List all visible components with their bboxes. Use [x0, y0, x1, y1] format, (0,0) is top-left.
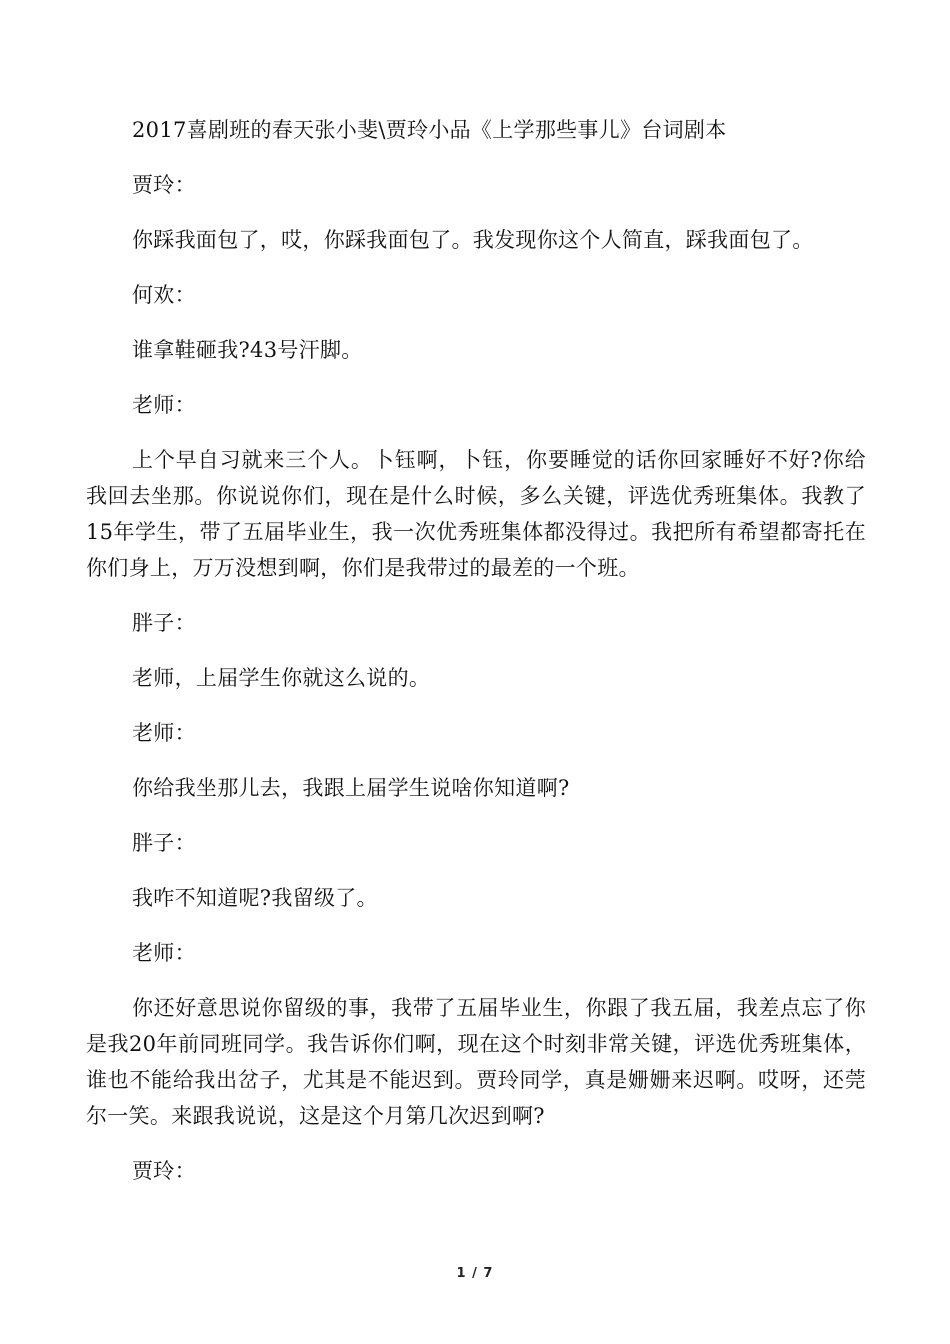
document-title: 2017喜剧班的春天张小斐\贾玲小品《上学那些事儿》台词剧本 [132, 118, 727, 142]
document-body [86, 112, 866, 1189]
speaker-label: 胖子： [132, 831, 196, 855]
page-number: 1 / 7 [456, 1266, 494, 1281]
dialogue-line: 上个早自习就来三个人。卜钰啊，卜钰，你要睡觉的话你回家睡好不好?你给我回去坐那。你说说你们，现在是什么时候，多么关键，评选优秀班集体。我教了15年学生，带了五届毕业生，我一次优秀班集体都没得过。我把所有希望都寄托在你们身上，万万没想到啊，你们是我带过的最差的一个班。 [86, 448, 866, 580]
dialogue-line: 老师，上届学生你就这么说的。 [132, 666, 431, 690]
speaker-label: 胖子： [132, 611, 196, 635]
dialogue-line: 谁拿鞋砸我?43号汗脚。 [132, 338, 363, 362]
speaker-label: 老师： [132, 941, 196, 965]
speaker-label: 老师： [132, 393, 196, 417]
speaker-label: 老师： [132, 721, 196, 745]
dialogue-line: 我咋不知道呢?我留级了。 [132, 886, 378, 910]
dialogue-line: 你踩我面包了，哎，你踩我面包了。我发现你这个人简直，踩我面包了。 [132, 228, 814, 252]
dialogue-line: 你给我坐那儿去，我跟上届学生说啥你知道啊? [132, 776, 570, 800]
dialogue-line: 你还好意思说你留级的事，我带了五届毕业生，你跟了我五届，我差点忘了你是我20年前同班同学。我告诉你们啊，现在这个时刻非常关键，评选优秀班集体，谁也不能给我出岔子，尤其是不能迟到。贾玲同学，真是姗姗来迟啊。哎呀，还莞尔一笑。来跟我说说，这是这个月第几次迟到啊? [86, 996, 866, 1128]
speaker-label: 贾玲： [132, 173, 196, 197]
speaker-label: 贾玲： [132, 1159, 196, 1183]
speaker-label: 何欢： [132, 283, 196, 307]
